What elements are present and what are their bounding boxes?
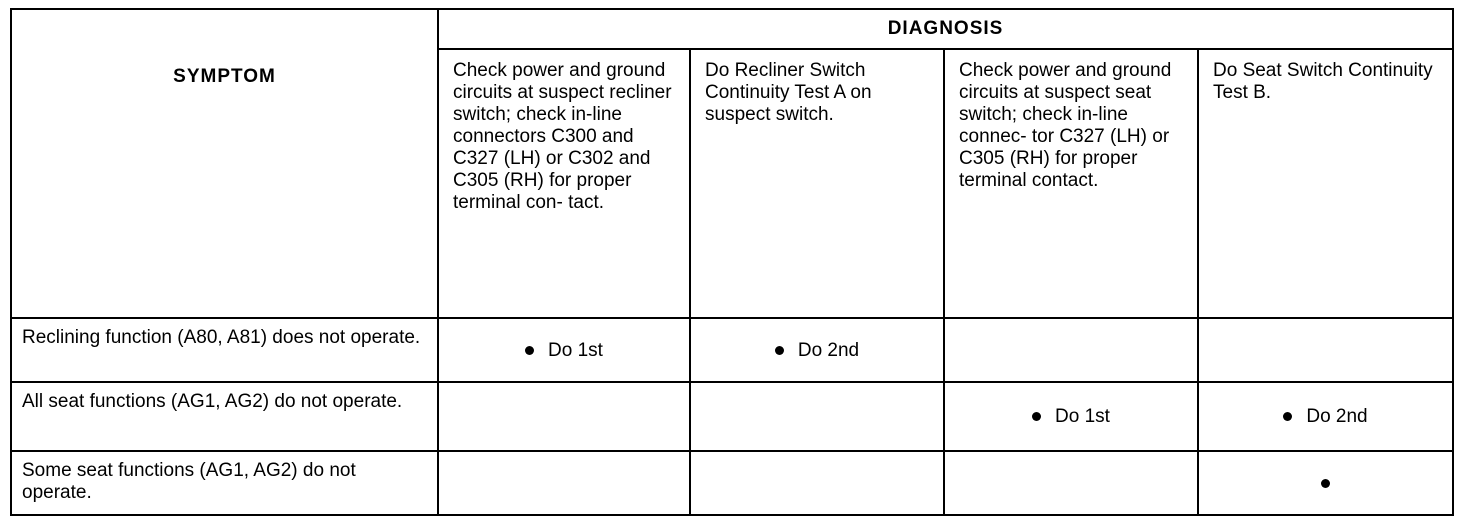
diagnosis-mark [1032, 406, 1110, 428]
test-column-header-4 [1198, 49, 1453, 318]
diagnosis-cell-empty [944, 451, 1198, 515]
test-column-header-2 [690, 49, 944, 318]
symptom-cell [11, 318, 438, 382]
diagnosis-cell-empty [438, 382, 690, 450]
bullet-dot-icon [775, 346, 784, 355]
symptom-header-text: SYMPTOM [173, 66, 276, 87]
symptom-header [11, 9, 438, 318]
test-3-text: Check power and ground circuits at suspect seat switch; check in-line connec- tor C327 (LH) or C305 (RH) for proper terminal contact. [959, 60, 1172, 192]
diagnosis-mark [525, 340, 603, 362]
diagnosis-table [10, 8, 1454, 516]
bullet-dot-icon [1321, 479, 1330, 488]
bullet-dot-icon [1283, 412, 1292, 421]
test-4-text: Do Seat Switch Continuity Test B. [1213, 60, 1433, 104]
diagnosis-mark [1283, 406, 1367, 428]
symptom-text: Reclining function (A80, A81) does not operate. [22, 327, 421, 349]
diagnosis-cell [438, 318, 690, 382]
diagnosis-cell-empty [690, 451, 944, 515]
diagnosis-mark [1321, 479, 1330, 488]
diagnosis-cell [690, 318, 944, 382]
diagnosis-header-text: DIAGNOSIS [887, 18, 1004, 40]
test-2-text: Do Recliner Switch Continuity Test A on suspect switch. [705, 60, 872, 126]
symptom-cell [11, 382, 438, 450]
test-column-header-3 [944, 49, 1198, 318]
diagnosis-mark [775, 340, 859, 362]
diagnosis-cell [1198, 451, 1453, 515]
diagnosis-cell-empty [1198, 318, 1453, 382]
diagnosis-cell-empty [944, 318, 1198, 382]
step-label: Do 2nd [1306, 405, 1368, 427]
symptom-cell [11, 451, 438, 515]
table-row [11, 382, 1453, 450]
table-row [11, 451, 1453, 515]
diagnosis-header [438, 9, 1453, 49]
symptom-text: Some seat functions (AG1, AG2) do not operate. [22, 459, 356, 503]
diagnosis-cell [944, 382, 1198, 450]
diagnosis-cell [1198, 382, 1453, 450]
bullet-dot-icon [1032, 412, 1041, 421]
diagnosis-cell-empty [438, 451, 690, 515]
step-label: Do 1st [1055, 405, 1110, 427]
step-label: Do 1st [548, 339, 603, 361]
diagnosis-cell-empty [690, 382, 944, 450]
test-column-header-1 [438, 49, 690, 318]
table-row [11, 318, 1453, 382]
step-label: Do 2nd [797, 339, 860, 361]
test-1-text: Check power and ground circuits at suspect recliner switch; check in-line connectors C300 and C327 (LH) or C302 and C305 (RH) for proper terminal con- tact. [453, 60, 672, 214]
bullet-dot-icon [525, 346, 534, 355]
symptom-text: All seat functions (AG1, AG2) do not operate. [22, 391, 403, 413]
